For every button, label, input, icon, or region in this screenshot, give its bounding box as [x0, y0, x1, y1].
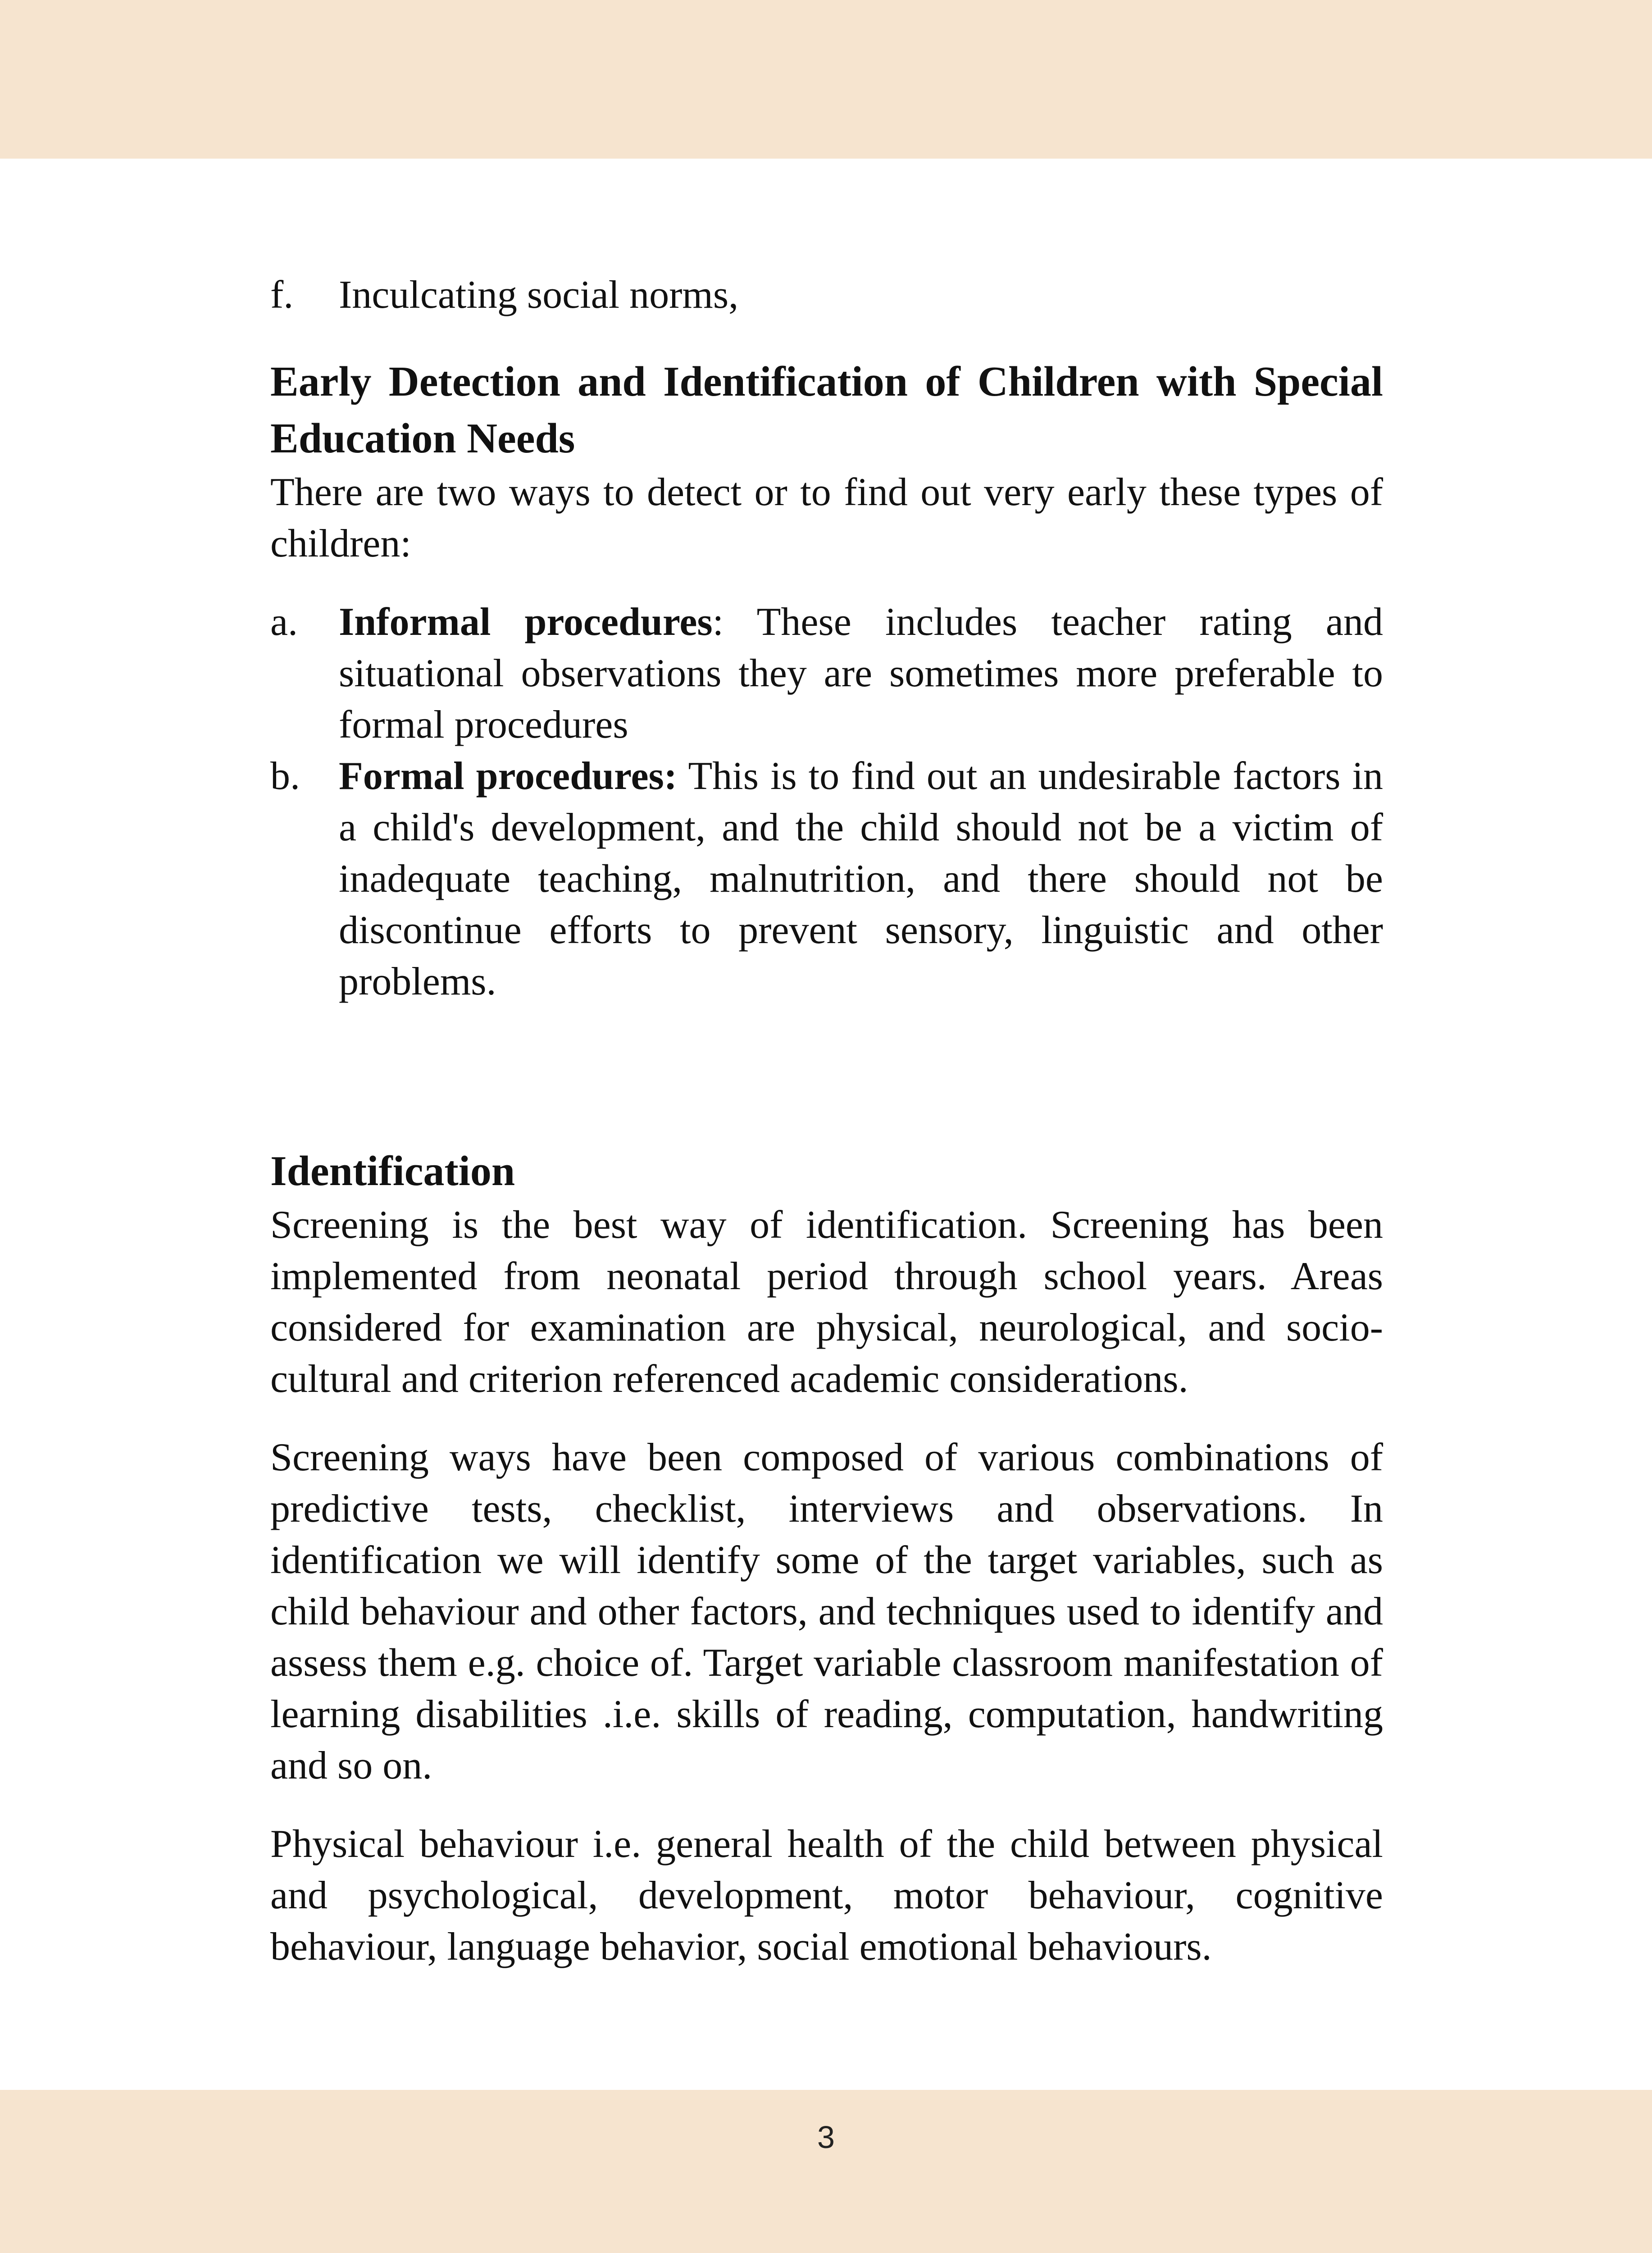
item-description: This is to find out an undesirable factors in a child's development, and the child should not be a victim of inadequate teaching, malnutrition, and there should not be discontinue efforts to prevent sensory, linguistic and other problems.: [339, 754, 1383, 1003]
list-item-f: [270, 269, 1383, 321]
page-number: 3: [817, 2120, 835, 2155]
list-marker: a.: [270, 600, 298, 644]
list-marker: f.: [270, 273, 294, 317]
paragraph: Physical behaviour i.e. general health of the child between physical and psychological, development, motor behaviour, cognitive behaviour, language behavior, social emotional behaviours.: [270, 1822, 1383, 1969]
section-heading-early-detection: Early Detection and Identification of Children with Special Education Needs: [270, 358, 1383, 462]
list-item-text: Inculcating social norms,: [339, 273, 739, 317]
list-item-b: [270, 751, 1383, 1008]
top-band: [0, 0, 1652, 159]
paragraph: Screening ways have been composed of various combinations of predictive tests, checklist, interviews and observations. In identification we will identify some of the target variables, such as child behaviour and other factors, and techniques used to identify and assess them e.g. choice of. Target variable classroom manifestation of learning disabilities .i.e. skills of reading, computation, handwriting and so on.: [270, 1436, 1383, 1788]
term-separator: :: [712, 600, 724, 644]
list-item-a: [270, 597, 1383, 751]
term-informal-procedures: Informal procedures: [339, 600, 713, 644]
term-formal-procedures: Formal procedures:: [339, 754, 678, 798]
paragraph: Screening is the best way of identification. Screening has been implemented from neonatal period through school years. Areas considered for examination are physical, neurological, and socio-cultural and criterion referenced academic considerations.: [270, 1203, 1383, 1401]
section-intro: There are two ways to detect or to find out very early these types of children:: [270, 470, 1383, 566]
list-item-text: [339, 597, 1383, 751]
list-marker: b.: [270, 754, 300, 798]
item-description: These includes teacher rating and situational observations they are sometimes more preferable to formal procedures: [339, 600, 1383, 747]
page-content: [270, 269, 1383, 1973]
list-item-text: [339, 751, 1383, 1008]
section-heading-identification: Identification: [270, 1148, 515, 1195]
